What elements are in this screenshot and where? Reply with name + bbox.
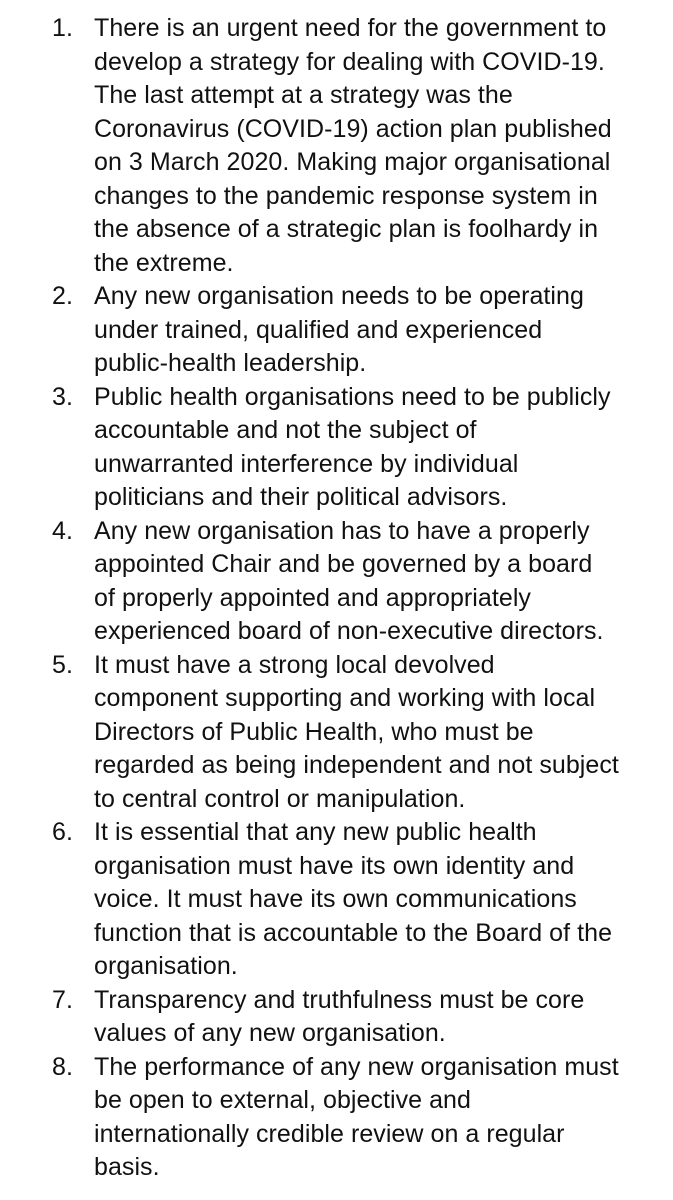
item-number: 8. [52, 1052, 73, 1081]
item-number: 6. [52, 818, 73, 846]
list-item [0, 1051, 673, 1185]
item-number: 5. [52, 650, 73, 679]
item-line: politicians and their political advisors. [94, 483, 508, 511]
item-number: 1. [52, 14, 73, 42]
list-item [0, 12, 673, 280]
item-line: The performance of any new organisation must [94, 1052, 619, 1081]
item-line: public-health leadership. [94, 349, 367, 377]
item-number: 2. [52, 282, 73, 310]
list-item [0, 381, 673, 515]
item-line: experienced board of non-executive directors. [94, 617, 604, 645]
item-number: 3. [52, 382, 73, 411]
item-line: It is essential that any new public health [94, 818, 537, 846]
item-line: values of any new organisation. [94, 1019, 446, 1047]
item-line: component supporting and working with local [94, 684, 596, 712]
item-line: internationally credible review on a regular [94, 1119, 565, 1148]
item-line: appointed Chair and be governed by a board [94, 550, 593, 578]
item-line: Coronavirus (COVID-19) action plan published [94, 114, 612, 143]
item-number: 4. [52, 516, 73, 545]
item-line: accountable and not the subject of [94, 416, 477, 444]
item-line: The last attempt at a strategy was the [94, 81, 513, 109]
item-line: Public health organisations need to be publicly [94, 382, 611, 411]
item-line: to central control or manipulation. [94, 784, 466, 813]
item-line: of properly appointed and appropriately [94, 583, 531, 612]
item-number: 7. [52, 985, 73, 1014]
list-item [0, 515, 673, 649]
item-line: be open to external, objective and [94, 1086, 471, 1114]
list-item [0, 649, 673, 817]
item-line: under trained, qualified and experienced [94, 315, 543, 344]
item-line: Transparency and truthfulness must be core [94, 985, 585, 1014]
item-line: on 3 March 2020. Making major organisational [94, 148, 611, 176]
item-line: unwarranted interference by individual [94, 449, 519, 478]
item-line: There is an urgent need for the government to [94, 14, 607, 42]
item-line: the absence of a strategic plan is foolhardy in [94, 215, 599, 243]
item-line: develop a strategy for dealing with COVID-19. [94, 47, 605, 76]
item-line: regarded as being independent and not subject [94, 751, 619, 779]
item-line: basis. [94, 1153, 160, 1181]
item-line: It must have a strong local devolved [94, 650, 495, 679]
list-item [0, 280, 673, 381]
list-item [0, 984, 673, 1051]
item-line: organisation. [94, 952, 238, 980]
item-line: voice. It must have its own communications [94, 885, 577, 913]
item-line: Any new organisation needs to be operating [94, 282, 584, 310]
item-line: Directors of Public Health, who must be [94, 717, 534, 746]
numbered-list [0, 12, 673, 1185]
item-line: organisation must have its own identity and [94, 851, 575, 880]
item-line: changes to the pandemic response system in [94, 181, 598, 210]
item-line: Any new organisation has to have a properly [94, 516, 590, 545]
item-line: function that is accountable to the Board of the [94, 918, 613, 947]
list-item [0, 816, 673, 984]
item-line: the extreme. [94, 248, 234, 277]
